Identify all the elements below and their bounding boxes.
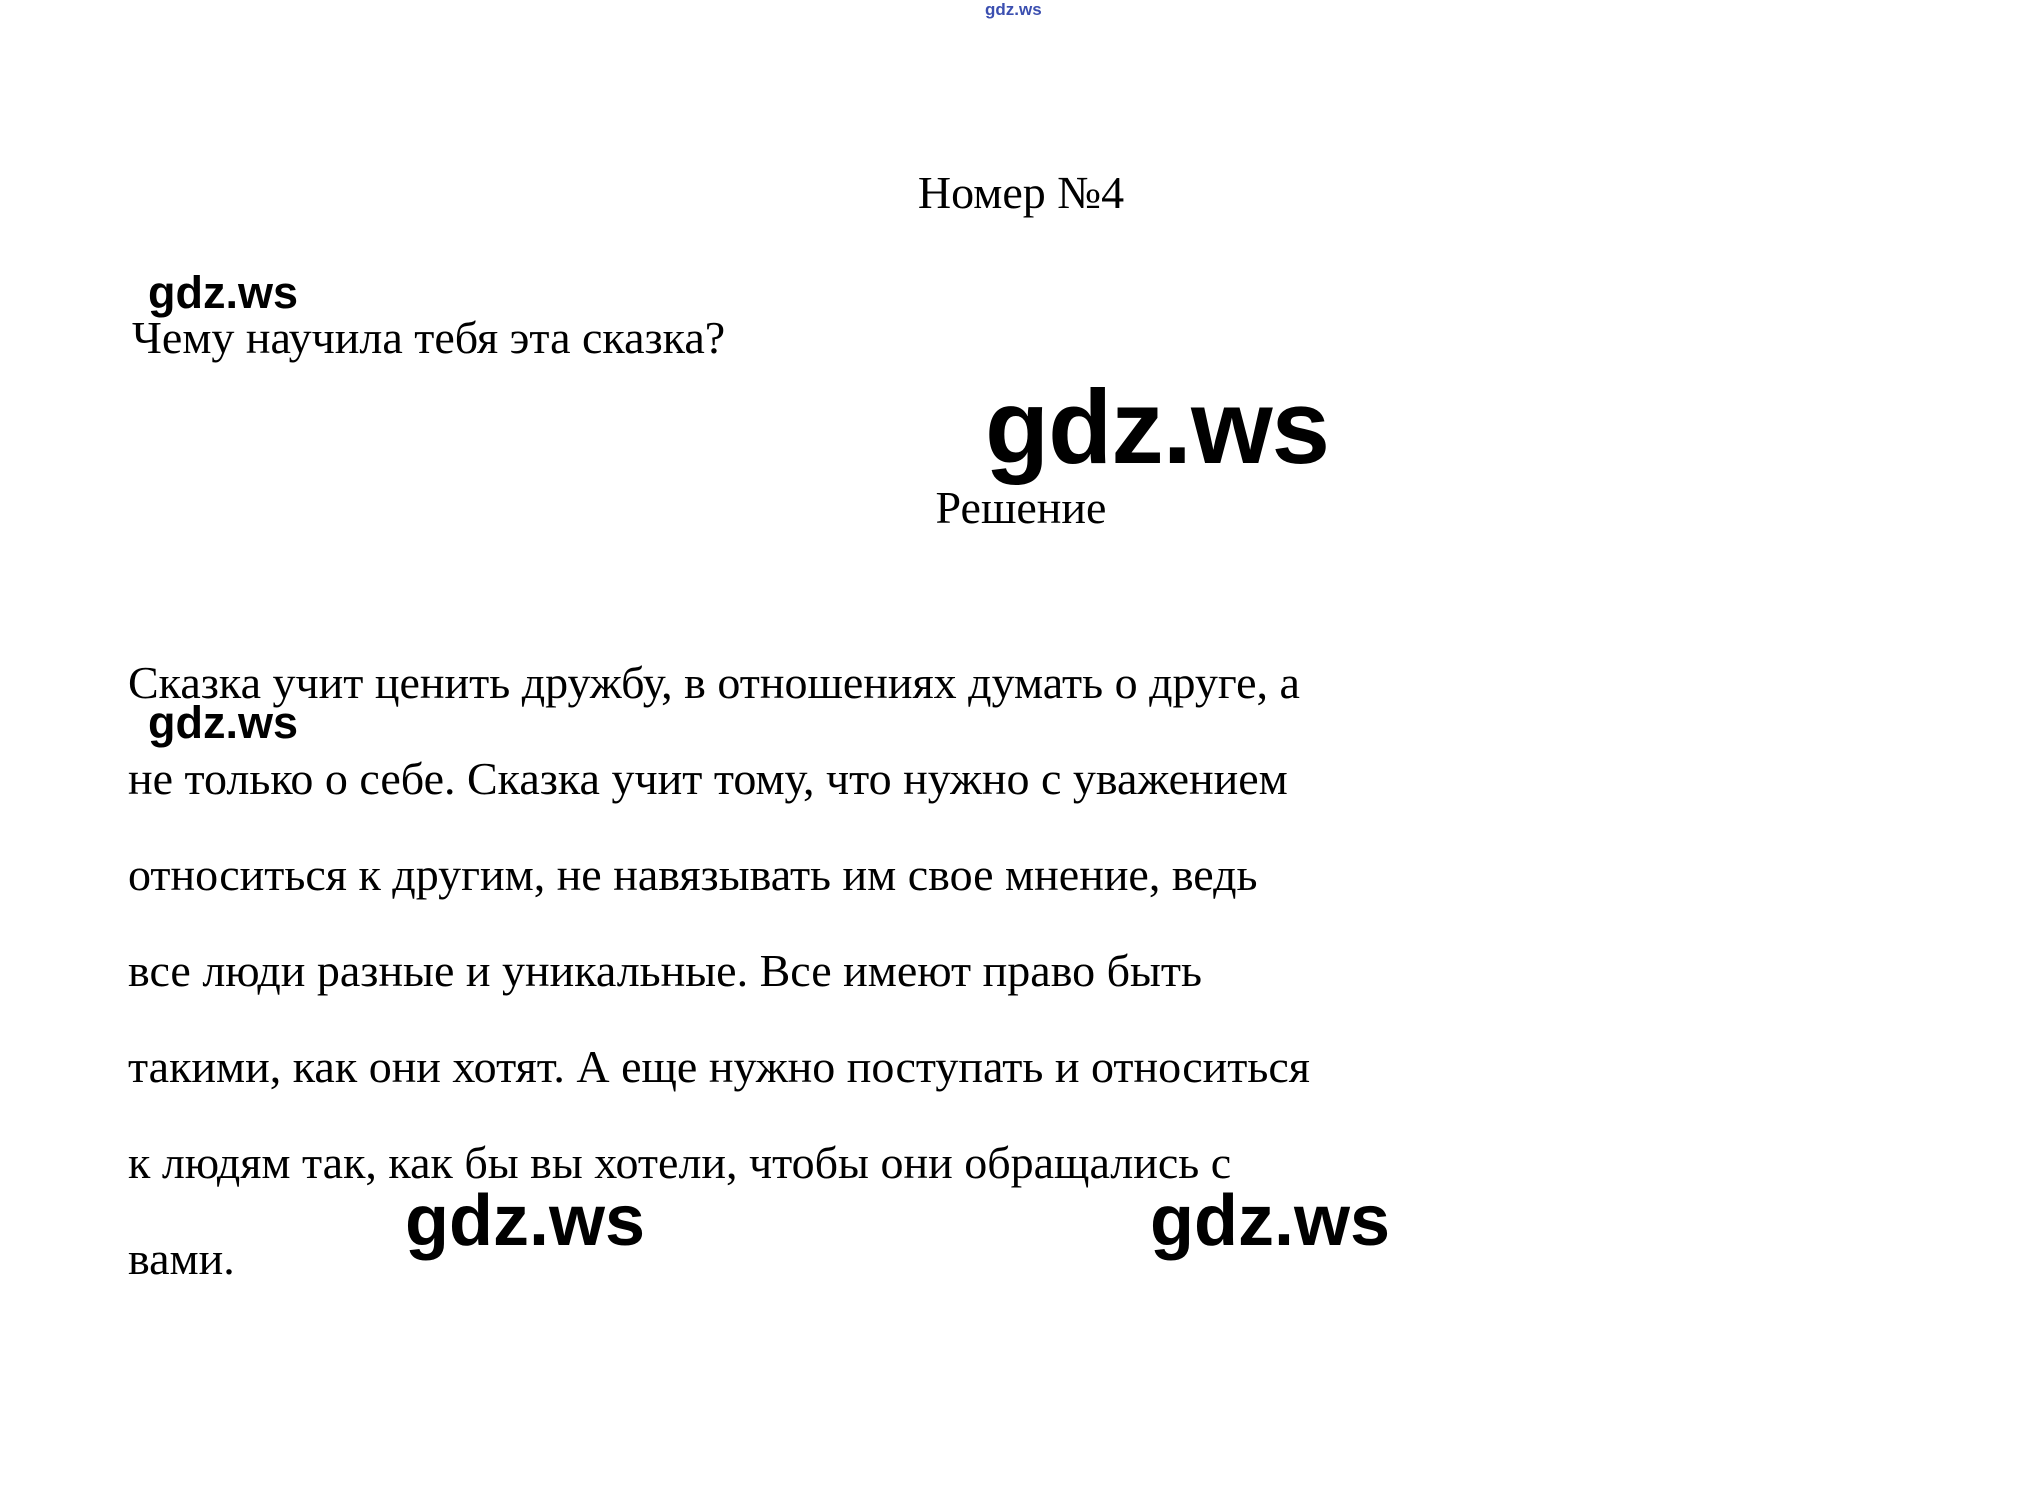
page-title: Номер №4 — [917, 167, 1125, 218]
answer-line: Сказка учит ценить дружбу, в отношениях думать о друге, а — [128, 657, 1300, 708]
answer-line: такими, как они хотят. А еще нужно поступать и относиться — [128, 1041, 1310, 1092]
answer-line: все люди разные и уникальные. Все имеют право быть — [128, 945, 1202, 996]
watermark-top-tiny: gdz.ws — [985, 0, 1042, 19]
question-text: Чему научила тебя эта сказка? — [132, 312, 726, 363]
answer-line: к людям так, как бы вы хотели, чтобы они обращались с — [128, 1137, 1232, 1188]
watermark-mid-left: gdz.ws — [405, 1181, 646, 1261]
answer-body — [128, 635, 1918, 1307]
watermark-small-lower: gdz.ws — [148, 697, 299, 748]
answer-line: относиться к другим, не навязывать им свое мнение, ведь — [128, 849, 1258, 900]
watermark-large: gdz.ws — [985, 369, 1330, 486]
answer-line: не только о себе. Сказка учит тому, что нужно с уважением — [128, 753, 1288, 804]
watermark-small-upper: gdz.ws — [148, 267, 299, 318]
answer-line: вами. — [128, 1233, 235, 1284]
watermark-mid-right: gdz.ws — [1150, 1181, 1391, 1261]
solution-heading: Решение — [935, 482, 1107, 533]
